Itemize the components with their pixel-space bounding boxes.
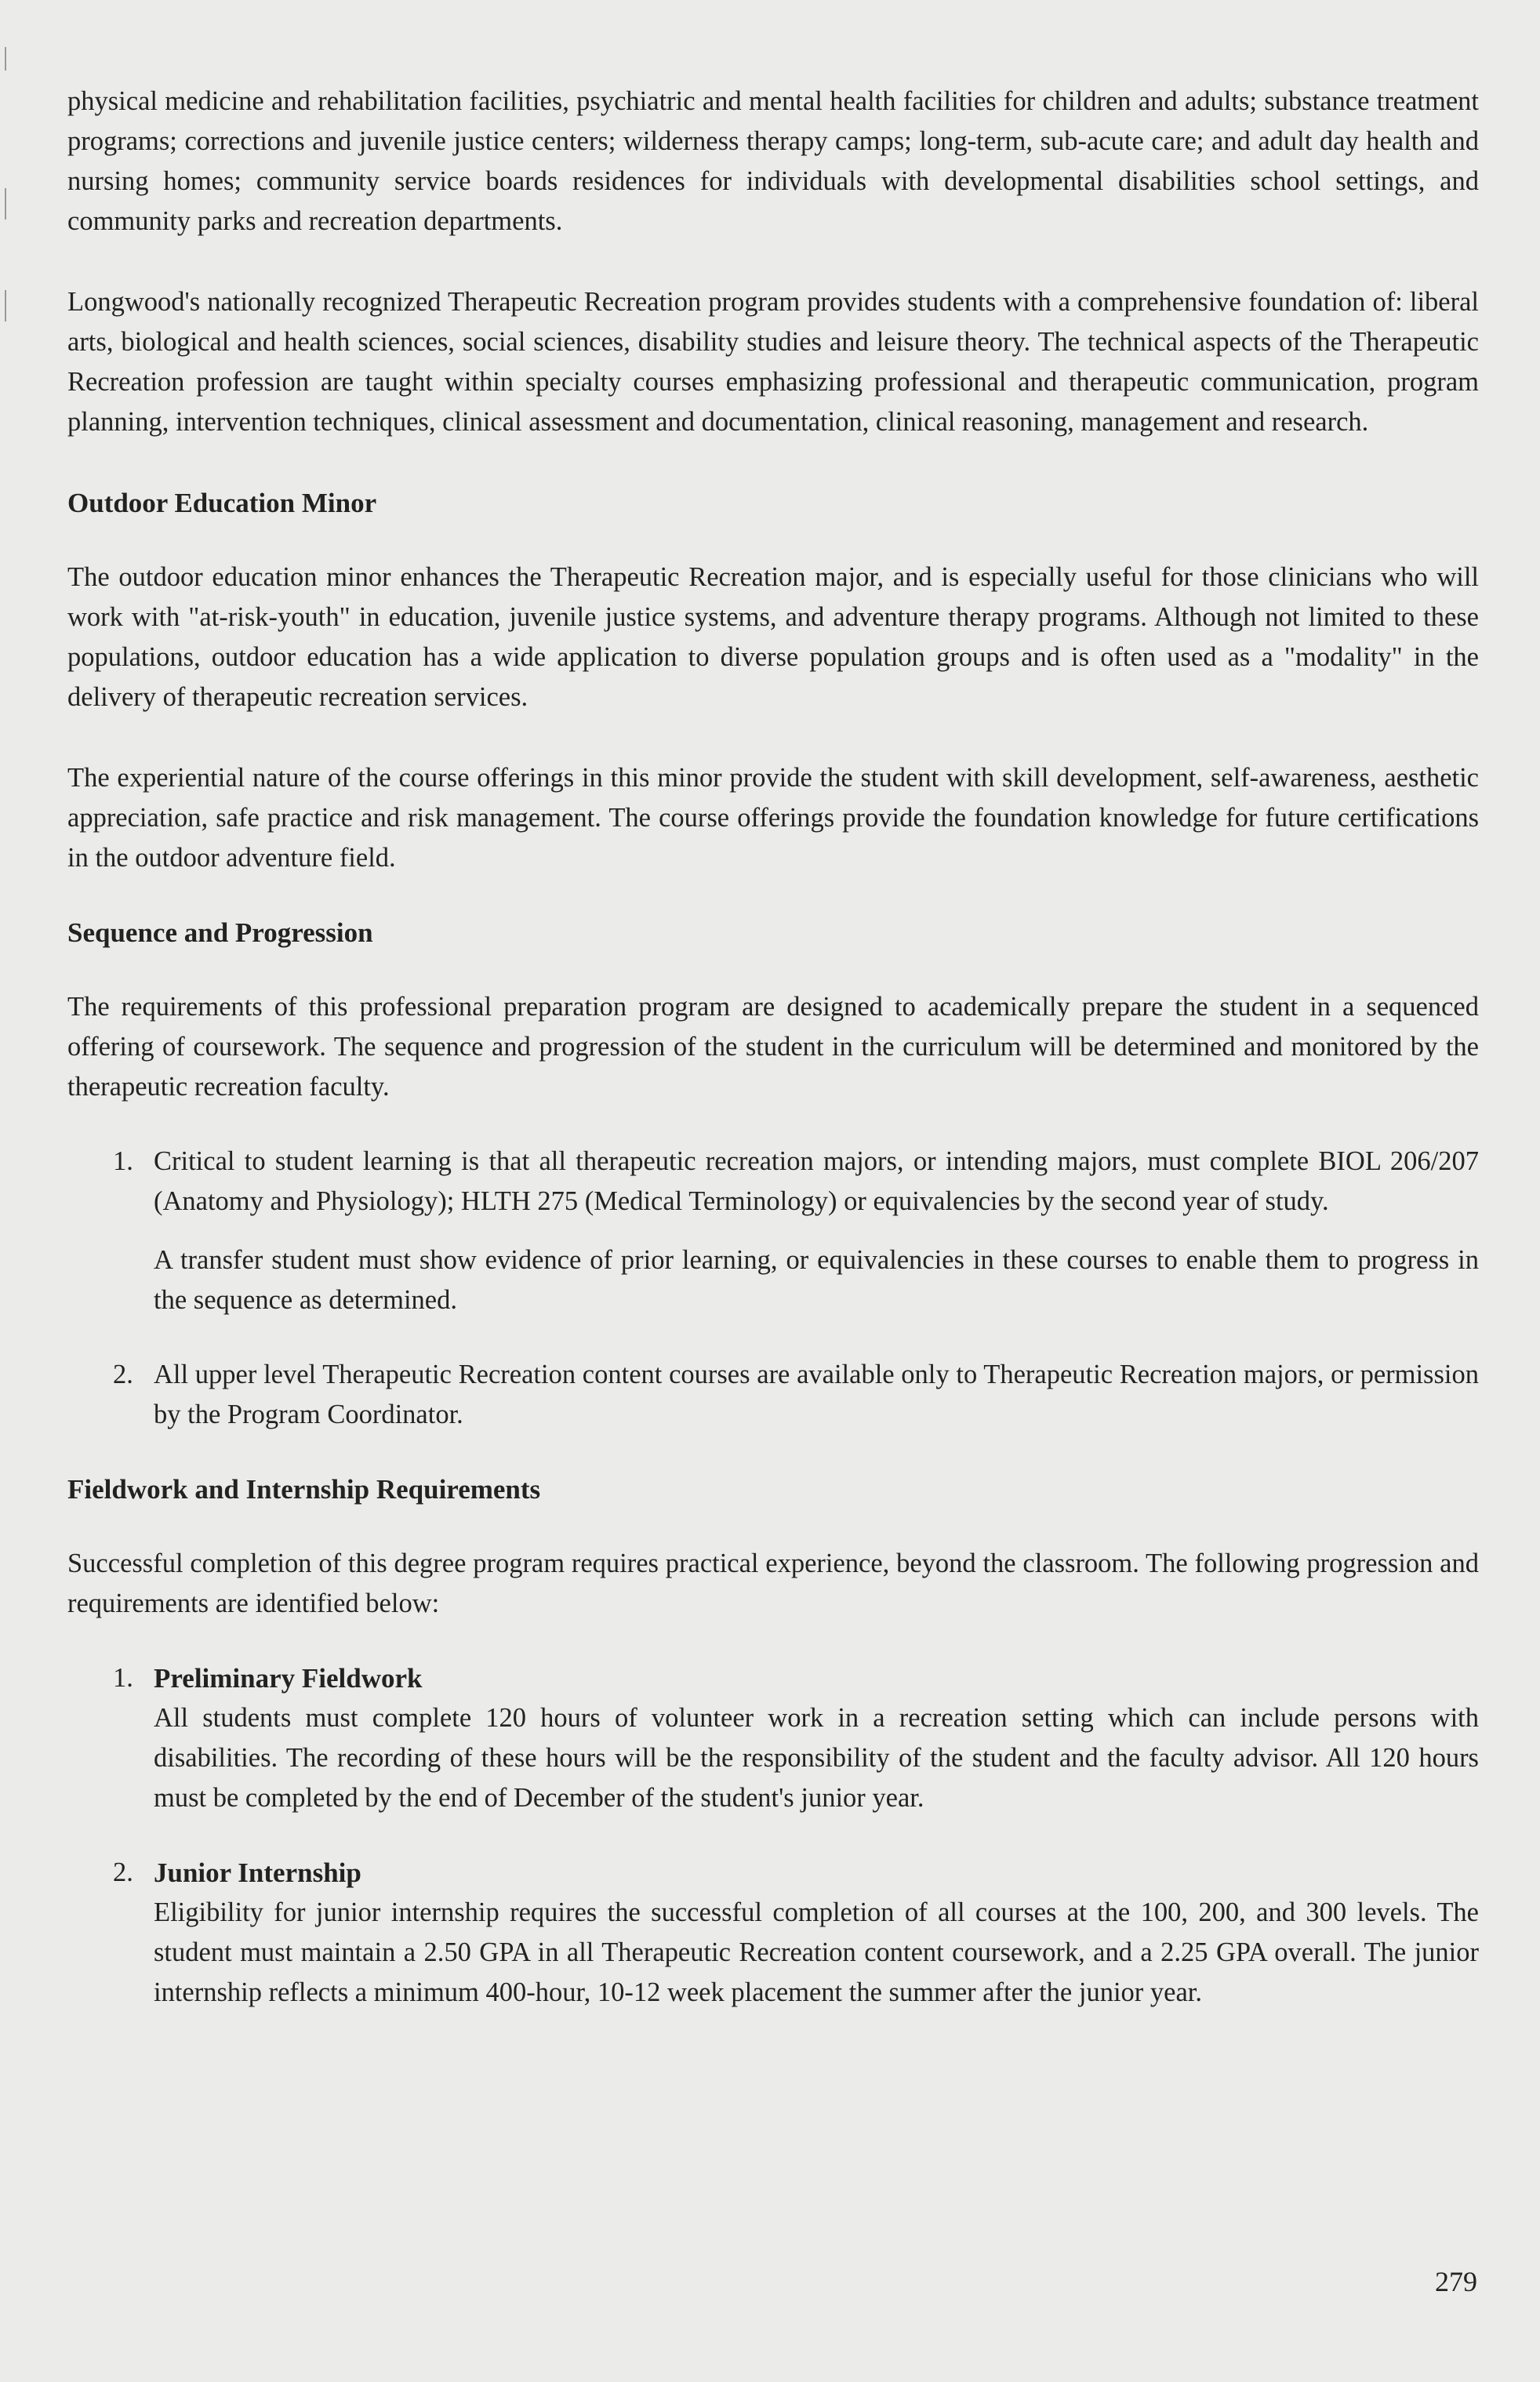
fieldwork-list-item bbox=[67, 1658, 1479, 1818]
list-number: 2. bbox=[113, 1857, 133, 1887]
page-number: 279 bbox=[1435, 2266, 1477, 2297]
scan-margin-mark bbox=[5, 290, 6, 321]
fieldwork-list-item bbox=[67, 1853, 1479, 2013]
sequence-list-item bbox=[67, 1142, 1479, 1320]
list-number: 1. bbox=[113, 1146, 133, 1176]
page-content bbox=[67, 82, 1479, 2013]
sequence-progression-heading: Sequence and Progression bbox=[67, 917, 373, 948]
scan-margin-mark bbox=[5, 188, 6, 220]
list-item-title: Junior Internship bbox=[154, 1857, 361, 1888]
sequence-list-item bbox=[67, 1355, 1479, 1435]
outdoor-education-paragraph-1: The outdoor education minor enhances the Therapeutic Recreation major, and is especially useful for those clinicians who will work with "at-risk-youth" in education, juvenile justice systems, and adventure therapy programs. Although not limited to these populations, outdoor education has a wide application to diverse population groups and is often used as a "modality" in the delivery of therapeutic recreation services. bbox=[67, 562, 1479, 712]
sequence-intro-paragraph: The requirements of this professional preparation program are designed to academically prepare the student in a sequenced offering of coursework. The sequence and progression of the student in the curriculum will be determined and monitored by the therapeutic recreation faculty. bbox=[67, 992, 1479, 1102]
list-item-title: Preliminary Fieldwork bbox=[154, 1663, 423, 1694]
list-item-text: All upper level Therapeutic Recreation content courses are available only to Therapeutic Recreation majors, or permission by the Program Coordinator. bbox=[154, 1360, 1479, 1429]
outdoor-education-heading: Outdoor Education Minor bbox=[67, 488, 377, 518]
facilities-paragraph: physical medicine and rehabilitation facilities, psychiatric and mental health facilities for children and adults; substance treatment programs; corrections and juvenile justice centers; wilderness therapy camps; long-term, sub-acute care; and adult day health and nursing homes; community service boards residences for individuals with developmental disabilities school settings, and community parks and recreation departments. bbox=[67, 86, 1479, 236]
fieldwork-intro-paragraph: Successful completion of this degree program requires practical experience, beyond the classroom. The following progression and requirements are identified below: bbox=[67, 1549, 1479, 1618]
list-item-text: Critical to student learning is that all therapeutic recreation majors, or intending majors, must complete BIOL 206/207 (Anatomy and Physiology); HLTH 275 (Medical Terminology) or equivalencies by the second year of study. bbox=[154, 1146, 1479, 1216]
outdoor-education-paragraph-2: The experiential nature of the course offerings in this minor provide the student with skill development, self-awareness, aesthetic appreciation, safe practice and risk management. The course offerings provide the foundation knowledge for future certifications in the outdoor adventure field. bbox=[67, 763, 1479, 873]
scan-margin-mark bbox=[5, 47, 6, 71]
list-item-text: All students must complete 120 hours of volunteer work in a recreation setting which can include persons with disabilities. The recording of these hours will be the responsibility of the student and the faculty advisor. All 120 hours must be completed by the end of December of the student's junior year. bbox=[154, 1703, 1479, 1813]
list-number: 1. bbox=[113, 1663, 133, 1693]
fieldwork-heading: Fieldwork and Internship Requirements bbox=[67, 1474, 541, 1505]
list-item-note: A transfer student must show evidence of prior learning, or equivalencies in these courses to enable them to progress in the sequence as determined. bbox=[154, 1245, 1479, 1315]
list-item-text: Eligibility for junior internship requires the successful completion of all courses at the 100, 200, and 300 levels. The student must maintain a 2.50 GPA in all Therapeutic Recreation content coursework, and a 2.25 GPA overall. The junior internship reflects a minimum 400-hour, 10-12 week placement the summer after the junior year. bbox=[154, 1897, 1479, 2007]
longwood-program-paragraph: Longwood's nationally recognized Therapeutic Recreation program provides students with a comprehensive foundation of: liberal arts, biological and health sciences, social sciences, disability studies and leisure theory. The technical aspects of the Therapeutic Recreation profession are taught within specialty courses emphasizing professional and therapeutic communication, program planning, intervention techniques, clinical assessment and documentation, clinical reasoning, management and research. bbox=[67, 287, 1479, 437]
list-number: 2. bbox=[113, 1360, 133, 1389]
